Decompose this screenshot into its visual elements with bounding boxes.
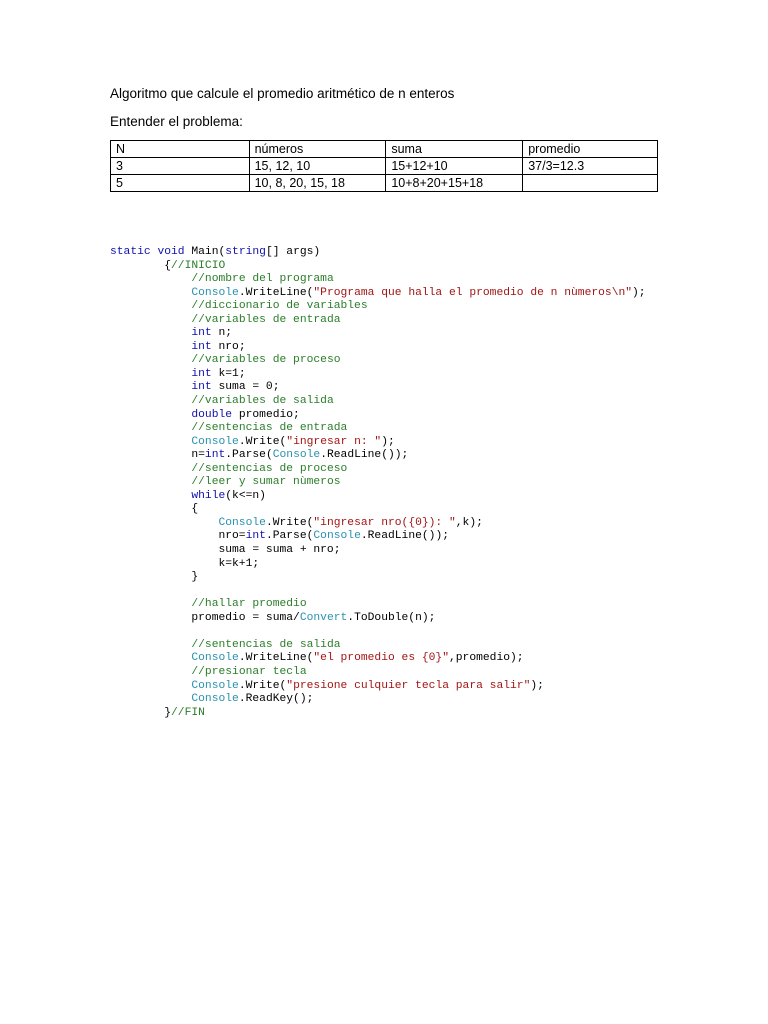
code-token: .Write( (238, 435, 287, 448)
code-line (110, 354, 646, 368)
code-token: //sentencias de proceso (191, 462, 348, 475)
code-token: //diccionario de variables (191, 300, 368, 313)
code-token: .Parse( (225, 449, 273, 462)
cell-n: 3 (111, 158, 250, 175)
code-line (110, 680, 646, 694)
table-header-row (111, 141, 658, 158)
code-token: //sentencias de entrada (191, 422, 348, 435)
code-token: int (191, 327, 212, 340)
code-token: k=1; (211, 367, 246, 380)
code-token: } (110, 706, 172, 719)
code-token: while (191, 489, 226, 502)
code-token: Console (191, 693, 239, 706)
header-suma: suma (386, 141, 523, 158)
code-line (110, 503, 646, 517)
code-token: Console (218, 516, 266, 529)
code-token: n= (110, 449, 205, 462)
code-token (110, 652, 191, 664)
code-token: double (191, 408, 233, 421)
code-token: string (225, 246, 266, 258)
code-token: //hallar promedio (191, 598, 307, 611)
code-line (110, 652, 646, 666)
code-token (110, 436, 191, 448)
code-token: .Parse( (265, 530, 314, 543)
code-token: "presione culquier tecla para salir" (286, 679, 531, 692)
code-line (110, 639, 646, 653)
code-token (110, 476, 191, 488)
code-token: n; (211, 327, 233, 340)
code-token: Main( (191, 246, 226, 258)
code-line (110, 287, 646, 301)
code-line (110, 273, 646, 287)
code-line (110, 395, 646, 409)
code-token: .WriteLine( (238, 652, 314, 665)
code-token: ); (381, 435, 395, 448)
code-token: Console (272, 449, 321, 462)
code-token (110, 680, 191, 692)
code-token (110, 517, 218, 529)
code-token: int (191, 381, 212, 394)
cell-numeros: 10, 8, 20, 15, 18 (249, 175, 386, 192)
code-line (110, 598, 646, 612)
code-token (110, 463, 191, 475)
code-token (110, 341, 191, 353)
code-token: //variables de entrada (191, 313, 341, 326)
code-line (110, 327, 646, 341)
code-token (110, 693, 191, 705)
code-token: promedio = suma/ (110, 611, 300, 624)
code-line (110, 585, 646, 599)
code-token (110, 381, 191, 393)
code-token: Convert (299, 611, 348, 624)
code-line (110, 571, 646, 585)
code-token: .ReadKey(); (238, 693, 314, 706)
code-line (110, 476, 646, 490)
code-token (110, 300, 191, 312)
code-line (110, 300, 646, 314)
cell-suma: 10+8+20+15+18 (386, 175, 523, 192)
problem-table (110, 140, 658, 192)
code-token: //sentencias de salida (191, 638, 341, 651)
code-line (110, 693, 646, 707)
code-token (110, 327, 191, 339)
code-line (110, 517, 646, 531)
code-line (110, 409, 646, 423)
code-line (110, 246, 646, 260)
code-line (110, 422, 646, 436)
code-token: ,k); (455, 516, 483, 529)
code-token: { (110, 259, 172, 272)
code-token (110, 639, 191, 651)
code-token (110, 422, 191, 434)
header-numeros: números (249, 141, 386, 158)
code-token: "ingresar nro({0}): " (313, 516, 456, 529)
table-row (111, 175, 658, 192)
code-token (110, 273, 191, 285)
code-token: int (245, 530, 266, 543)
cell-numeros: 15, 12, 10 (249, 158, 386, 175)
code-line (110, 530, 646, 544)
code-line (110, 625, 646, 639)
code-line (110, 612, 646, 626)
code-line (110, 260, 646, 274)
header-n: N (111, 141, 250, 158)
code-line (110, 449, 646, 463)
code-token: static void (110, 246, 192, 258)
code-token: int (204, 449, 226, 462)
code-token: k=k+1; (110, 557, 260, 570)
code-token: Console (191, 679, 239, 692)
code-line (110, 314, 646, 328)
code-token: suma = 0; (211, 381, 280, 394)
code-token (110, 395, 191, 407)
code-token: [] args) (265, 246, 321, 258)
code-token: int (191, 367, 212, 380)
code-line (110, 490, 646, 504)
code-line (110, 341, 646, 355)
code-token: ); (530, 679, 544, 692)
code-token: .WriteLine( (238, 286, 314, 299)
code-token: Console (313, 530, 361, 543)
code-block (110, 246, 646, 720)
code-token: Console (191, 286, 239, 299)
code-token: nro= (110, 530, 246, 543)
document-title: Algoritmo que calcule el promedio aritmético de n enteros (110, 86, 455, 101)
code-token: .ReadLine()); (320, 449, 409, 462)
cell-promedio (523, 175, 658, 192)
code-token (110, 598, 191, 610)
code-token (110, 666, 191, 678)
code-token: ); (632, 286, 646, 299)
code-token: (k<=n) (225, 489, 266, 502)
code-token: //leer y sumar nùmeros (191, 476, 341, 489)
code-token: //variables de salida (191, 395, 334, 408)
code-token: "ingresar n: " (286, 435, 382, 448)
code-line (110, 666, 646, 680)
code-token: //variables de proceso (191, 354, 341, 367)
code-token (110, 368, 191, 380)
code-line (110, 707, 646, 721)
cell-n: 5 (111, 175, 250, 192)
code-token: suma = suma + nro; (110, 544, 341, 557)
code-token: .Write( (238, 679, 287, 692)
code-token: nro; (211, 340, 246, 353)
section-heading: Entender el problema: (110, 114, 243, 129)
code-token (110, 409, 191, 421)
code-token: //nombre del programa (191, 273, 334, 286)
cell-promedio: 37/3=12.3 (523, 158, 658, 175)
cell-suma: 15+12+10 (386, 158, 523, 175)
code-line (110, 436, 646, 450)
code-token (110, 314, 191, 326)
code-line (110, 463, 646, 477)
code-token: //FIN (171, 706, 205, 719)
code-token: int (191, 340, 212, 353)
code-token (110, 490, 191, 502)
code-token: promedio; (232, 408, 300, 421)
code-token: "el promedio es {0}" (313, 652, 449, 665)
code-token: } (110, 571, 199, 584)
code-token (110, 354, 191, 366)
table-row (111, 158, 658, 175)
code-token: Console (191, 652, 239, 665)
code-token: { (110, 503, 199, 516)
code-token: //presionar tecla (191, 665, 307, 678)
code-line (110, 381, 646, 395)
code-line (110, 558, 646, 572)
code-line (110, 544, 646, 558)
code-line (110, 368, 646, 382)
header-promedio: promedio (523, 141, 658, 158)
code-token: .Write( (265, 516, 314, 529)
code-token (110, 287, 191, 299)
code-token: ,promedio); (449, 652, 524, 665)
code-token: .ToDouble(n); (347, 611, 436, 624)
code-token: .ReadLine()); (360, 530, 450, 543)
code-token: //INICIO (171, 259, 226, 272)
code-token: "Programa que halla el promedio de n nùmeros\n" (313, 286, 633, 299)
code-token: Console (191, 435, 239, 448)
